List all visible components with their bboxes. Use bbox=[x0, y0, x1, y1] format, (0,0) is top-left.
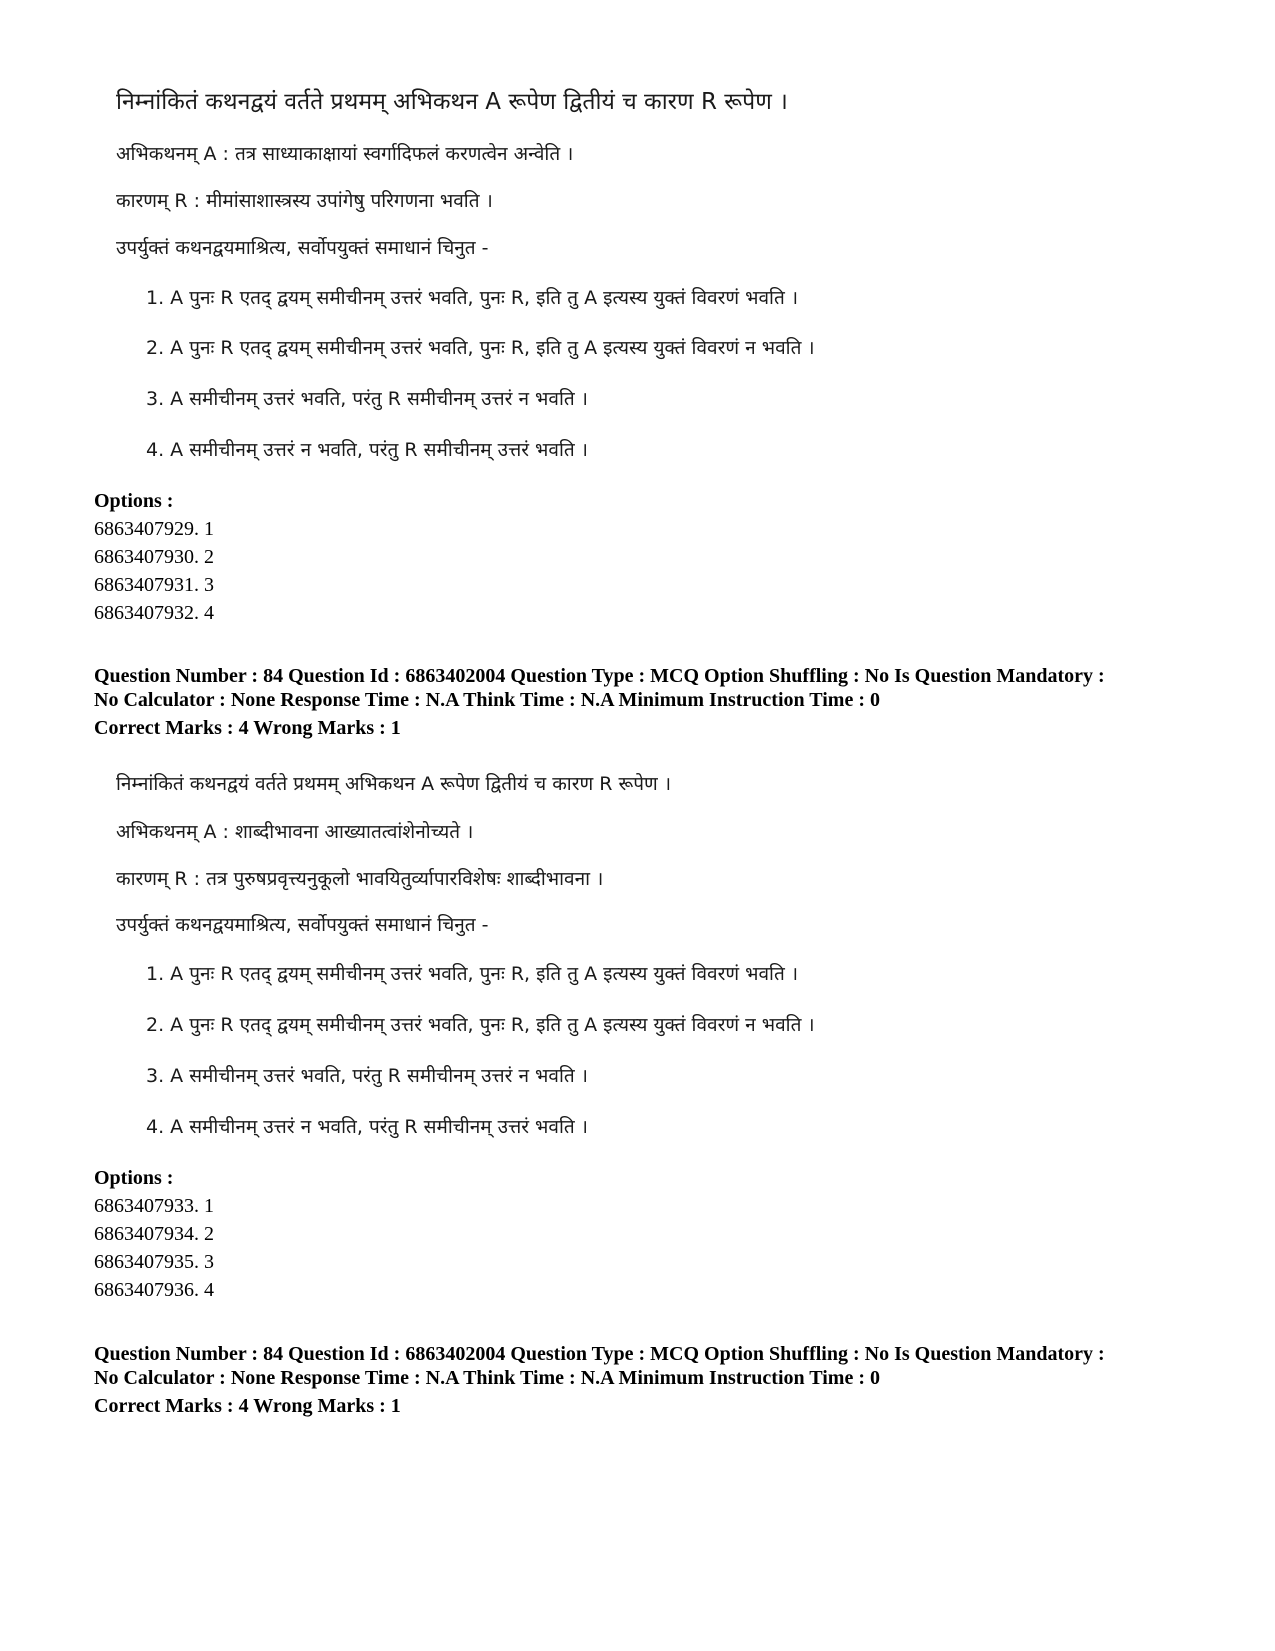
instruction: उपर्युक्तं कथनद्वयमाश्रित्य, सर्वोपयुक्तं समाधानं चिनुत - bbox=[116, 914, 489, 936]
option-row: 6863407931. 3 bbox=[94, 574, 214, 596]
option-row: 6863407929. 1 bbox=[94, 518, 214, 540]
option-row: 6863407936. 4 bbox=[94, 1279, 214, 1301]
header-line-3: Correct Marks : 4 Wrong Marks : 1 bbox=[94, 1395, 401, 1417]
assertion: अभिकथनम् A : तत्र साध्याकाक्षायां स्वर्गादिफलं करणत्वेन अन्वेति । bbox=[116, 143, 574, 165]
option-row: 6863407932. 4 bbox=[94, 602, 214, 624]
choice-4: 4. A समीचीनम् उत्तरं न भवति, परंतु R समीचीनम् उत्तरं भवति । bbox=[146, 439, 588, 461]
choice-2: 2. A पुनः R एतद् द्वयम् समीचीनम् उत्तरं भवति, पुनः R, इति तु A इत्यस्य युक्तं विवरणं न भवति । bbox=[146, 337, 815, 359]
option-row: 6863407934. 2 bbox=[94, 1223, 214, 1245]
choice-2: 2. A पुनः R एतद् द्वयम् समीचीनम् उत्तरं भवति, पुनः R, इति तु A इत्यस्य युक्तं विवरणं न भवति । bbox=[146, 1014, 815, 1036]
header-line-1: Question Number : 84 Question Id : 6863402004 Question Type : MCQ Option Shuffling : No Is Question Mandatory : bbox=[94, 665, 1105, 687]
reason: कारणम् R : मीमांसाशास्त्रस्य उपांगेषु परिगणना भवति । bbox=[116, 190, 493, 212]
question-stem: निम्नांकितं कथनद्वयं वर्तते प्रथमम् अभिकथन A रूपेण द्वितीयं च कारण R रूपेण । bbox=[116, 89, 788, 115]
header-line-2: No Calculator : None Response Time : N.A Think Time : N.A Minimum Instruction Time : 0 bbox=[94, 689, 880, 711]
option-row: 6863407933. 1 bbox=[94, 1195, 214, 1217]
choice-4: 4. A समीचीनम् उत्तरं न भवति, परंतु R समीचीनम् उत्तरं भवति । bbox=[146, 1116, 588, 1138]
options-list-2 bbox=[94, 1166, 214, 1302]
options-label: Options : bbox=[94, 1167, 174, 1189]
reason: कारणम् R : तत्र पुरुषप्रवृत्त्यनुकूलो भावयितुर्व्यापारविशेषः शाब्दीभावना । bbox=[116, 868, 604, 890]
instruction: उपर्युक्तं कथनद्वयमाश्रित्य, सर्वोपयुक्तं समाधानं चिनुत - bbox=[116, 237, 489, 259]
options-label: Options : bbox=[94, 490, 174, 512]
option-row: 6863407930. 2 bbox=[94, 546, 214, 568]
choice-1: 1. A पुनः R एतद् द्वयम् समीचीनम् उत्तरं भवति, पुनः R, इति तु A इत्यस्य युक्तं विवरणं भवति । bbox=[146, 287, 799, 309]
question-header-1 bbox=[94, 664, 1214, 740]
header-line-3: Correct Marks : 4 Wrong Marks : 1 bbox=[94, 717, 401, 739]
question-header-2 bbox=[94, 1342, 1214, 1418]
option-row: 6863407935. 3 bbox=[94, 1251, 214, 1273]
assertion: अभिकथनम् A : शाब्दीभावना आख्यातत्वांशेनोच्यते । bbox=[116, 821, 474, 843]
choice-3: 3. A समीचीनम् उत्तरं भवति, परंतु R समीचीनम् उत्तरं न भवति । bbox=[146, 1065, 588, 1087]
header-line-1: Question Number : 84 Question Id : 6863402004 Question Type : MCQ Option Shuffling : No Is Question Mandatory : bbox=[94, 1343, 1105, 1365]
options-list-1 bbox=[94, 489, 214, 625]
header-line-2: No Calculator : None Response Time : N.A Think Time : N.A Minimum Instruction Time : 0 bbox=[94, 1367, 880, 1389]
question-stem: निम्नांकितं कथनद्वयं वर्तते प्रथमम् अभिकथन A रूपेण द्वितीयं च कारण R रूपेण । bbox=[116, 773, 672, 795]
choice-3: 3. A समीचीनम् उत्तरं भवति, परंतु R समीचीनम् उत्तरं न भवति । bbox=[146, 388, 588, 410]
choice-1: 1. A पुनः R एतद् द्वयम् समीचीनम् उत्तरं भवति, पुनः R, इति तु A इत्यस्य युक्तं विवरणं भवति । bbox=[146, 963, 799, 985]
